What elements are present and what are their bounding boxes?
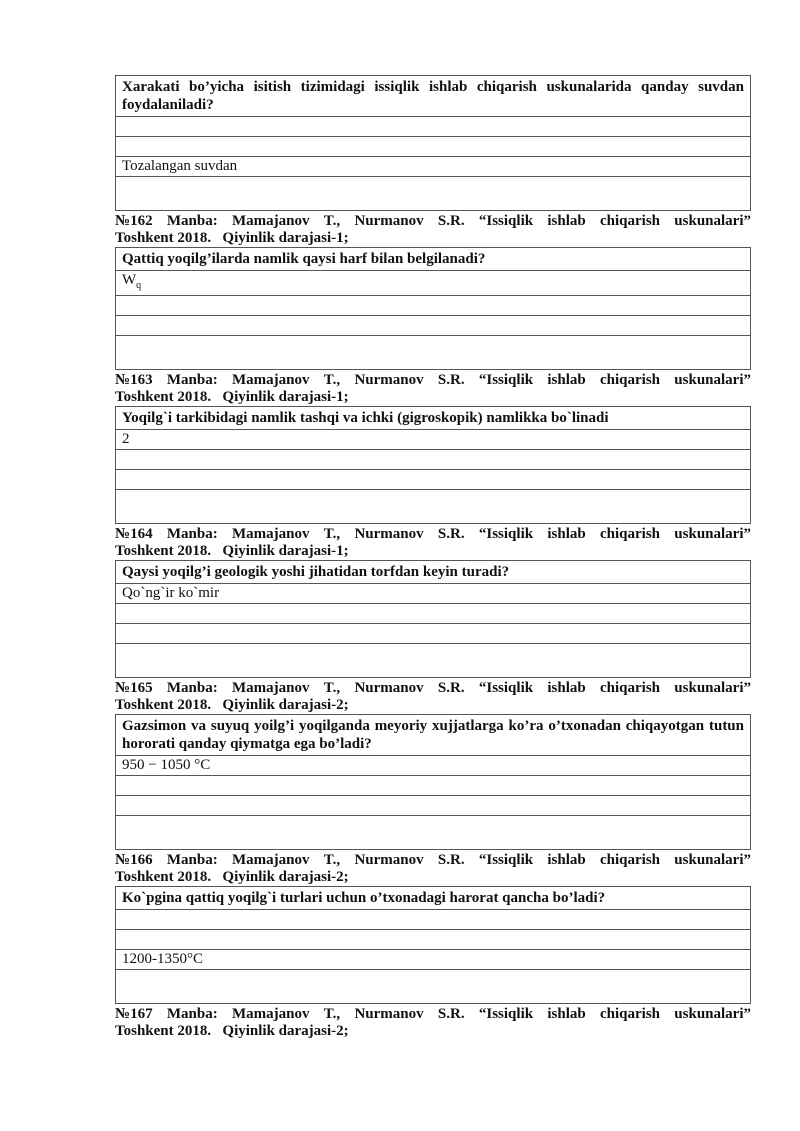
source-word: №165 — [115, 680, 153, 696]
source-word: №163 — [115, 372, 153, 388]
answer-option — [116, 316, 751, 336]
source-word: Mamajanov — [231, 526, 310, 542]
question-text: Gazsimon va suyuq yoilg’i yoqilganda meyoriy xujjatlarga ko’ra o’txonadan chiqayotgan tutun hororati qanday qiymatga ega bo’ladi? — [116, 715, 751, 756]
source-word: S.R. — [437, 372, 465, 388]
source-line-2: Toshkent 2018. Qiyinlik darajasi-2; — [115, 1023, 349, 1039]
question-table — [115, 886, 751, 1004]
answer-option: 950 − 1050 °C — [116, 756, 751, 776]
answer-option — [116, 776, 751, 796]
source-word: chiqarish — [600, 213, 661, 229]
source-word: Manba: — [166, 680, 218, 696]
moisture-symbol: $W_q$ — [122, 272, 142, 291]
source-word: S.R. — [437, 526, 465, 542]
source-word: Nurmanov — [354, 372, 424, 388]
source-word: Mamajanov — [231, 852, 310, 868]
source-word: S.R. — [437, 680, 465, 696]
answer-option — [116, 336, 751, 370]
question-table — [115, 247, 751, 370]
answer-option: Tozalangan suvdan — [116, 157, 751, 177]
source-word: №164 — [115, 526, 153, 542]
answer-option — [116, 470, 751, 490]
source-word: Manba: — [166, 526, 218, 542]
source-word: T., — [323, 1006, 341, 1022]
source-line-2: Toshkent 2018. Qiyinlik darajasi-1; — [115, 230, 349, 246]
source-word: Mamajanov — [231, 372, 310, 388]
answer-option — [116, 604, 751, 624]
question-text: Qattiq yoqilg’ilarda namlik qaysi harf bilan belgilanadi? — [116, 248, 751, 271]
source-word: uskunalari” — [674, 1006, 751, 1022]
document-page — [115, 75, 751, 1040]
source-word: №162 — [115, 213, 153, 229]
source-word: ishlab — [547, 1006, 586, 1022]
source-word: Nurmanov — [354, 213, 424, 229]
question-text: Ko`pgina qattiq yoqilg`i turlari uchun o’txonadagi harorat qancha bo’ladi? — [116, 887, 751, 910]
question-text: Yoqilg`i tarkibidagi namlik tashqi va ichki (gigroskopik) namlikka bo`linadi — [116, 407, 751, 430]
answer-option — [116, 970, 751, 1004]
source-word: S.R. — [437, 213, 465, 229]
source-word: chiqarish — [600, 680, 661, 696]
answer-option — [116, 450, 751, 470]
question-source — [115, 526, 751, 560]
question-source — [115, 852, 751, 886]
source-word: Mamajanov — [231, 213, 310, 229]
question-table — [115, 714, 751, 850]
source-word: “Issiqlik — [478, 680, 534, 696]
source-word: Manba: — [166, 1006, 218, 1022]
source-line-2: Toshkent 2018. Qiyinlik darajasi-1; — [115, 543, 349, 559]
source-word: ishlab — [547, 852, 586, 868]
source-word: chiqarish — [600, 526, 661, 542]
source-word: chiqarish — [600, 852, 661, 868]
source-word: “Issiqlik — [478, 526, 534, 542]
answer-option — [116, 117, 751, 137]
source-word: “Issiqlik — [478, 372, 534, 388]
source-word: Mamajanov — [231, 680, 310, 696]
question-text: Xarakati bo’yicha isitish tizimidagi issiqlik ishlab chiqarish uskunalarida qanday suvdan foydalaniladi? — [116, 76, 751, 117]
source-word: T., — [323, 213, 341, 229]
source-line-1 — [115, 213, 751, 230]
source-word: S.R. — [437, 1006, 465, 1022]
source-word: №167 — [115, 1006, 153, 1022]
source-word: uskunalari” — [674, 526, 751, 542]
question-table — [115, 560, 751, 678]
source-word: T., — [323, 680, 341, 696]
source-line-1 — [115, 372, 751, 389]
source-word: ishlab — [547, 680, 586, 696]
answer-option — [116, 644, 751, 678]
source-line-1 — [115, 680, 751, 697]
source-word: T., — [323, 852, 341, 868]
question-source — [115, 372, 751, 406]
source-word: №166 — [115, 852, 153, 868]
answer-option: 1200-1350°C — [116, 950, 751, 970]
source-word: T., — [323, 526, 341, 542]
source-word: “Issiqlik — [478, 213, 534, 229]
source-word: chiqarish — [600, 1006, 661, 1022]
source-word: Nurmanov — [354, 1006, 424, 1022]
answer-option — [116, 137, 751, 157]
answer-option — [116, 816, 751, 850]
question-source — [115, 1006, 751, 1040]
source-line-1 — [115, 852, 751, 869]
source-word: ishlab — [547, 213, 586, 229]
source-word: T., — [323, 372, 341, 388]
source-line-1 — [115, 1006, 751, 1023]
source-line-2: Toshkent 2018. Qiyinlik darajasi-2; — [115, 697, 349, 713]
source-word: ishlab — [547, 526, 586, 542]
question-table — [115, 75, 751, 211]
source-word: uskunalari” — [674, 852, 751, 868]
answer-option: 2 — [116, 430, 751, 450]
source-word: “Issiqlik — [478, 852, 534, 868]
answer-option — [116, 271, 751, 296]
source-word: Mamajanov — [231, 1006, 310, 1022]
question-source — [115, 680, 751, 714]
question-text: Qaysi yoqilg’i geologik yoshi jihatidan torfdan keyin turadi? — [116, 561, 751, 584]
source-line-2: Toshkent 2018. Qiyinlik darajasi-1; — [115, 389, 349, 405]
source-line-1 — [115, 526, 751, 543]
source-word: chiqarish — [600, 372, 661, 388]
source-word: uskunalari” — [674, 213, 751, 229]
answer-option — [116, 930, 751, 950]
answer-option: Qo`ng`ir ko`mir — [116, 584, 751, 604]
source-word: Manba: — [166, 213, 218, 229]
answer-option — [116, 490, 751, 524]
source-word: Manba: — [166, 852, 218, 868]
source-word: Nurmanov — [354, 526, 424, 542]
source-word: uskunalari” — [674, 372, 751, 388]
answer-option — [116, 910, 751, 930]
answer-option — [116, 177, 751, 211]
source-word: S.R. — [437, 852, 465, 868]
source-word: Nurmanov — [354, 680, 424, 696]
question-source — [115, 213, 751, 247]
source-word: Manba: — [166, 372, 218, 388]
source-word: Nurmanov — [354, 852, 424, 868]
source-word: uskunalari” — [674, 680, 751, 696]
source-word: ishlab — [547, 372, 586, 388]
source-word: “Issiqlik — [478, 1006, 534, 1022]
answer-option — [116, 796, 751, 816]
source-line-2: Toshkent 2018. Qiyinlik darajasi-2; — [115, 869, 349, 885]
answer-option — [116, 296, 751, 316]
question-table — [115, 406, 751, 524]
answer-option — [116, 624, 751, 644]
